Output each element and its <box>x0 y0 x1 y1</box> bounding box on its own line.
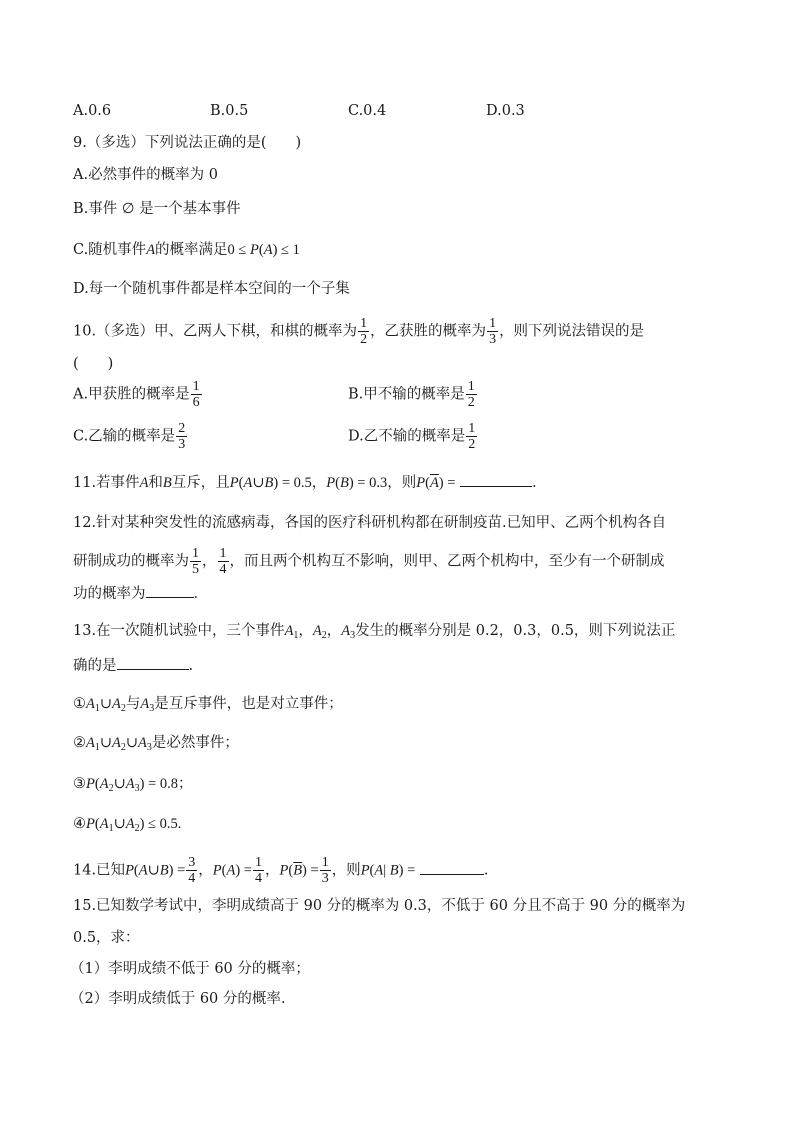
answer-blank[interactable] <box>420 860 484 875</box>
q9-option-a: A.必然事件的概率为 0 <box>73 167 218 183</box>
q12-line-2: 研制成功的概率为 $\frac{1}{5}$ ， $\frac{1}{4}$ ，而且两个机构互不影响，则甲、乙两个机构中，至少有一个研制成 <box>73 546 665 577</box>
empty-set-symbol: ∅ <box>121 201 135 217</box>
q15-part-2: （2）李明成绩低于 60 分的概率. <box>70 991 286 1007</box>
q12-line-1: 12.针对某种突发性的流感病毒，各国的医疗科研机构都在研制疫苗.已知甲、乙两个机构各自 <box>73 515 667 531</box>
answer-blank[interactable] <box>460 472 532 487</box>
answer-blank[interactable] <box>146 583 194 598</box>
q11-text: 11.若事件A和B互斥，且P(A∪B) = 0.5，P(B) = 0.3，则$P(\overline{A})$ = . <box>73 472 537 493</box>
fraction-one-third: $\frac{1}{3}$ <box>489 316 497 347</box>
q13-statement-3: $③P(A_2\cup A_3) = 0.8$； <box>73 776 193 794</box>
q13-statement-4: $④P(A_1\cup A_2) \le 0.5$. <box>73 816 182 834</box>
answer-blank[interactable] <box>117 655 189 670</box>
q15-part-1: （1）李明成绩不低于 60 分的概率； <box>70 961 310 977</box>
q10-stem: 10.（多选）甲、乙两人下棋，和棋的概率为 $\frac{1}{2}$ ，乙获胜的概率为 $\frac{1}{3}$ ，则下列说法错误的是 <box>73 316 645 347</box>
q13-statement-1: $①A_1\cup A_2$与$A_3$是互斥事件，也是对立事件； <box>73 696 343 714</box>
q10-option-c: C.乙输的概率是 $\frac{2}{3}$ <box>73 421 186 452</box>
q12-line-3: 功的概率为 . <box>73 583 198 604</box>
q13-line-2: 确的是 . <box>73 655 193 676</box>
q13-statement-2: $②A_1\cup A_2\cup A_3$是必然事件； <box>73 735 239 753</box>
q9-option-b: B.事件 ∅ 是一个基本事件 <box>73 201 241 217</box>
q8-option-d: D.0.3 <box>486 103 525 119</box>
q9-option-d: D.每一个随机事件都是样本空间的一个子集 <box>73 281 350 297</box>
q10-option-b: B.甲不输的概率是 $\frac{1}{2}$ <box>348 379 475 410</box>
q10-paren: ( ) <box>73 356 114 372</box>
fraction-one-half: $\frac{1}{2}$ <box>360 316 368 347</box>
q9-option-c: C.随机事件A的概率满足0 ≤ P(A) ≤ 1 <box>73 242 300 258</box>
q8-option-c: C.0.4 <box>348 103 387 119</box>
q14-text: 14.已知P(A∪B) = $\frac{3}{4}$ ，P(A) = $\frac{1}{4}$ ，$P(\overline{B})$ = $\frac{1}{3}$ ，则P(A| B) = . <box>73 855 489 886</box>
q10-option-d: D.乙不输的概率是 $\frac{1}{2}$ <box>348 421 476 452</box>
q9-stem: 9.（多选）下列说法正确的是( ) <box>73 135 302 151</box>
q8-option-b: B.0.5 <box>210 103 249 119</box>
q13-line-1: 13.在一次随机试验中，三个事件$A_1$，$A_2$，$A_3$发生的概率分别是 0.2，0.3，0.5，则下列说法正 <box>73 623 676 641</box>
q15-line-2: 0.5，求： <box>73 930 140 946</box>
q15-line-1: 15.已知数学考试中，李明成绩高于 90 分的概率为 0.3，不低于 60 分且不高于 90 分的概率为 <box>73 898 686 914</box>
q10-option-a: A.甲获胜的概率是 $\frac{1}{6}$ <box>73 379 200 410</box>
q8-option-a: A.0.6 <box>73 103 112 119</box>
